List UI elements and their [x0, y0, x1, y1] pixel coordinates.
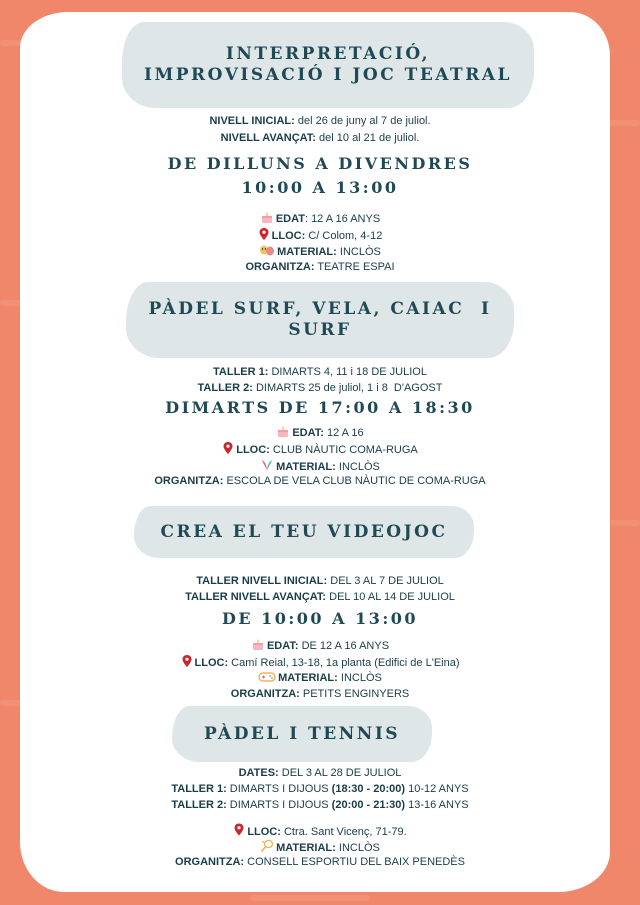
section-title-banner: [172, 706, 432, 762]
schedule-time: 10:00 A 13:00: [241, 178, 399, 197]
detail-line: MATERIAL: INCLÒS: [0, 244, 640, 258]
schedule-time: DIMARTS DE 17:00 A 18:30: [165, 398, 475, 417]
detail-line: MATERIAL: INCLÒS: [0, 671, 640, 684]
section-title-banner: [126, 282, 514, 358]
section-title-line: SURF: [288, 320, 352, 340]
info-line: TALLER NIVELL AVANÇAT: DEL 10 AL 14 DE JULIOL: [185, 591, 455, 603]
info-line: TALLER NIVELL INICIAL: DEL 3 AL 7 DE JULIOL: [196, 575, 444, 587]
detail-line: LLOC: Camí Reial, 13-18, 1a planta (Edifici de L'Eina): [0, 654, 640, 669]
cake-icon: [276, 424, 290, 438]
section-title-line: PÀDEL SURF, VELA, CAIAC I: [148, 299, 492, 320]
cake-icon: [260, 210, 274, 224]
detail-line: MATERIAL: INCLÒS: [0, 839, 640, 854]
location-pin-icon: [181, 654, 193, 668]
section-title-line: CREA EL TEU VIDEOJOC: [160, 521, 448, 542]
info-line: NIVELL AVANÇAT: del 10 al 21 de juliol.: [220, 132, 420, 144]
detail-line: ORGANITZA: TEATRE ESPAI: [245, 261, 395, 273]
section-title-banner: [122, 22, 534, 108]
theater-masks-icon: [259, 244, 275, 257]
gamepad-icon: [258, 671, 276, 683]
location-pin-icon: [222, 441, 234, 455]
section-title-banner: [134, 506, 474, 558]
detail-line: LLOC: C/ Colom, 4-12: [0, 227, 640, 242]
detail-line: EDAT: DE 12 A 16 ANYS: [0, 637, 640, 652]
kayak-paddle-icon: [260, 458, 274, 472]
section-title-line: PÀDEL I TENNIS: [203, 723, 401, 744]
schedule-days: DE DILLUNS A DIVENDRES: [167, 154, 473, 173]
info-line: TALLER 1: DIMARTS 4, 11 i 18 DE JULIOL: [213, 366, 427, 378]
info-line: TALLER 2: DIMARTS I DIJOUS (20:00 - 21:30) 13-16 ANYS: [171, 799, 469, 811]
cake-icon: [251, 637, 265, 651]
detail-line: EDAT: 12 A 16 ANYS: [0, 210, 640, 225]
section-title-line: IMPROVISACIÓ I JOC TEATRAL: [144, 65, 512, 85]
detail-line: EDAT: 12 A 16: [0, 424, 640, 439]
location-pin-icon: [233, 822, 245, 837]
location-pin-icon: [258, 227, 270, 241]
detail-line: MATERIAL: INCLÒS: [0, 458, 640, 473]
detail-line: ORGANITZA: ESCOLA DE VELA CLUB NÀUTIC DE COMA-RUGA: [154, 475, 486, 487]
tennis-racket-icon: [260, 839, 274, 853]
info-line: NIVELL INICIAL: del 26 de juny al 7 de juliol.: [209, 115, 431, 127]
info-line: TALLER 2: DIMARTS 25 de juliol, 1 i 8 D'AGOST: [197, 382, 443, 394]
detail-line: ORGANITZA: CONSELL ESPORTIU DEL BAIX PENEDÈS: [175, 856, 465, 868]
detail-line: ORGANITZA: PETITS ENGINYERS: [230, 688, 410, 700]
info-line: TALLER 1: DIMARTS I DIJOUS (18:30 - 20:00) 10-12 ANYS: [171, 783, 469, 795]
section-title-line: INTERPRETACIÓ,: [225, 44, 431, 65]
info-line: DATES: DEL 3 AL 28 DE JULIOL: [238, 767, 402, 779]
detail-line: LLOC: CLUB NÀUTIC COMA-RUGA: [0, 441, 640, 456]
detail-line: LLOC: Ctra. Sant Vicenç, 71-79.: [0, 822, 640, 838]
schedule-time: DE 10:00 A 13:00: [221, 609, 419, 628]
